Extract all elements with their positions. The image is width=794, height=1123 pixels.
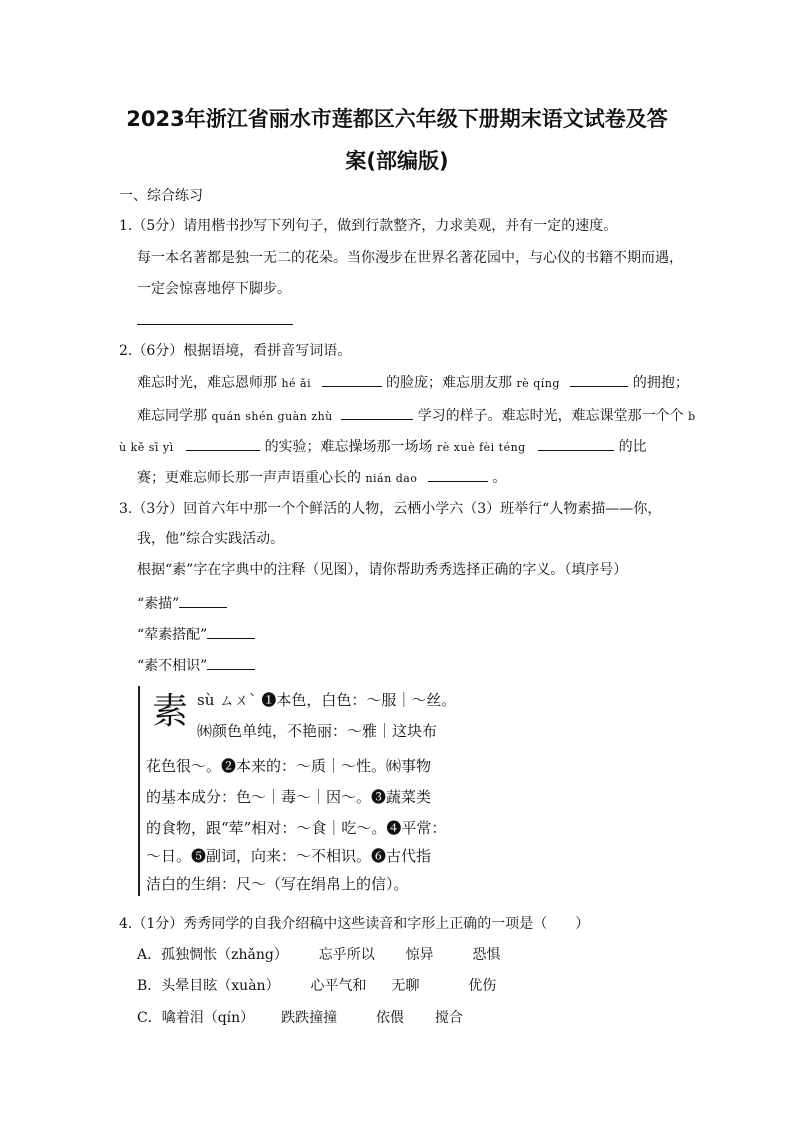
answer-blank[interactable] xyxy=(428,467,488,482)
q1-answer-blank[interactable] xyxy=(137,324,293,325)
q4-heading: 4.（1分）秀秀同学的自我介绍稿中这些读音和字形上正确的一项是（ ） xyxy=(119,916,590,932)
option-label: C．噙着泪（qín） xyxy=(137,1010,255,1026)
q3-item xyxy=(137,593,227,614)
q4-option-b[interactable] xyxy=(137,976,496,996)
dictionary-line: ～日。❺副词，向来：～不相识。❻古代指 xyxy=(146,847,432,865)
q2-row-3 xyxy=(119,436,647,458)
pinyin-bu-ke-si-yi: ù kě sī yì xyxy=(119,441,174,454)
q3-heading-line-1: 3.（3分）回首六年中那一个个鲜活的人物，云栖小学六（3）班举行“人物素描——你， xyxy=(119,501,662,517)
q3-item-label: “素描” xyxy=(137,596,180,612)
option-word: 惊异 xyxy=(405,947,434,963)
q2-text: 难忘同学那 xyxy=(137,408,207,424)
answer-blank[interactable] xyxy=(186,436,260,451)
q4-option-a[interactable] xyxy=(137,945,501,965)
answer-blank[interactable] xyxy=(207,655,255,670)
dictionary-line: ㉁颜色单纯，不艳丽：～雅｜这块布 xyxy=(197,722,438,740)
option-word: 搅合 xyxy=(434,1010,463,1026)
q2-text: 的实验；难忘操场那一场场 xyxy=(264,439,433,455)
q2-row-2 xyxy=(137,405,696,427)
q1-heading: 1.（5分）请用楷书抄写下列句子，做到行款整齐，力求美观，并有一定的速度。 xyxy=(119,218,618,234)
q2-row-1 xyxy=(137,372,689,394)
dictionary-left-rule xyxy=(138,686,140,896)
title-line-2: 案(部编版) xyxy=(345,149,449,173)
q2-text: 。 xyxy=(492,470,507,486)
q2-row-4 xyxy=(137,467,506,489)
q2-text: 赛；更难忘师长那一声声语重心长的 xyxy=(137,470,361,486)
q4-option-c[interactable] xyxy=(137,1008,463,1028)
pinyin-he-ai: hé ǎi xyxy=(281,377,312,390)
q2-text: 学习的样子。难忘时光，难忘课堂那一个个 xyxy=(417,408,684,424)
dictionary-line: 的食物，跟“荤”相对：～食｜吃～。❹平常： xyxy=(146,819,447,837)
q1-text-line-2: 一定会惊喜地停下脚步。 xyxy=(137,281,291,297)
option-word: 依偎 xyxy=(375,1010,404,1026)
pinyin-quan-shen-guan-zhu: quán shén guàn zhù xyxy=(211,410,333,423)
dictionary-headword: 素 xyxy=(152,691,189,732)
answer-blank[interactable] xyxy=(179,593,227,608)
q2-text: 难忘时光，难忘恩师那 xyxy=(137,375,277,391)
option-label: A．孤独惆怅（zhǎng） xyxy=(137,947,288,963)
option-word: 优伤 xyxy=(468,978,497,994)
q3-item-label: “荤素搭配” xyxy=(137,627,208,643)
answer-blank[interactable] xyxy=(322,372,382,387)
q2-heading: 2.（6分）根据语境，看拼音写词语。 xyxy=(119,343,352,359)
answer-blank[interactable] xyxy=(570,372,628,387)
q3-instruction: 根据“素”字在字典中的注释（见图），请你帮助秀秀选择正确的字义。（填序号） xyxy=(137,562,628,578)
answer-blank[interactable] xyxy=(341,405,413,420)
option-label: B．头晕目眩（xuàn） xyxy=(137,978,280,994)
pinyin-re-qing: rè qíng xyxy=(516,377,560,390)
q2-text: 的比 xyxy=(618,439,647,455)
pinyin-nian-dao: nián dao xyxy=(365,472,418,485)
q2-text: 的脸庞；难忘朋友那 xyxy=(386,375,513,391)
pinyin-bu-part-1: b xyxy=(688,410,696,423)
title-line-1: 2023年浙江省丽水市莲都区六年级下册期末语文试卷及答 xyxy=(126,107,668,131)
q3-heading-line-2: 我，他”综合实践活动。 xyxy=(137,531,285,547)
q3-item-label: “素不相识” xyxy=(137,658,208,674)
dictionary-line: 花色很～。❷本来的：～质｜～性。㉁事物 xyxy=(146,757,432,775)
option-word: 心平气和 xyxy=(310,978,367,994)
q3-item xyxy=(137,655,255,676)
q3-item xyxy=(137,624,255,645)
q1-text-line-1: 每一本名著都是独一无二的花朵。当你漫步在世界名著花园中，与心仪的书籍不期而遇， xyxy=(137,250,683,266)
option-word: 跌跌撞撞 xyxy=(281,1010,338,1026)
dictionary-line: 洁白的生绢：尺～（写在绢帛上的信）。 xyxy=(146,875,409,893)
answer-blank[interactable] xyxy=(207,624,255,639)
answer-blank[interactable] xyxy=(538,436,614,451)
page-title xyxy=(100,98,694,182)
q2-text: 的拥抱； xyxy=(632,375,689,391)
pinyin-re-xue-fei-teng: rè xuè fèi téng xyxy=(437,441,526,454)
option-word: 恐惧 xyxy=(472,947,501,963)
option-word: 无聊 xyxy=(391,978,420,994)
option-word: 忘乎所以 xyxy=(318,947,375,963)
dictionary-line: sù ㄙㄨˋ ❶本色，白色：～服｜～丝。 xyxy=(197,691,457,709)
dictionary-line: 的基本成分：色～｜毒～｜因～。❸蔬菜类 xyxy=(146,788,432,806)
section-heading: 一、综合练习 xyxy=(119,188,203,204)
